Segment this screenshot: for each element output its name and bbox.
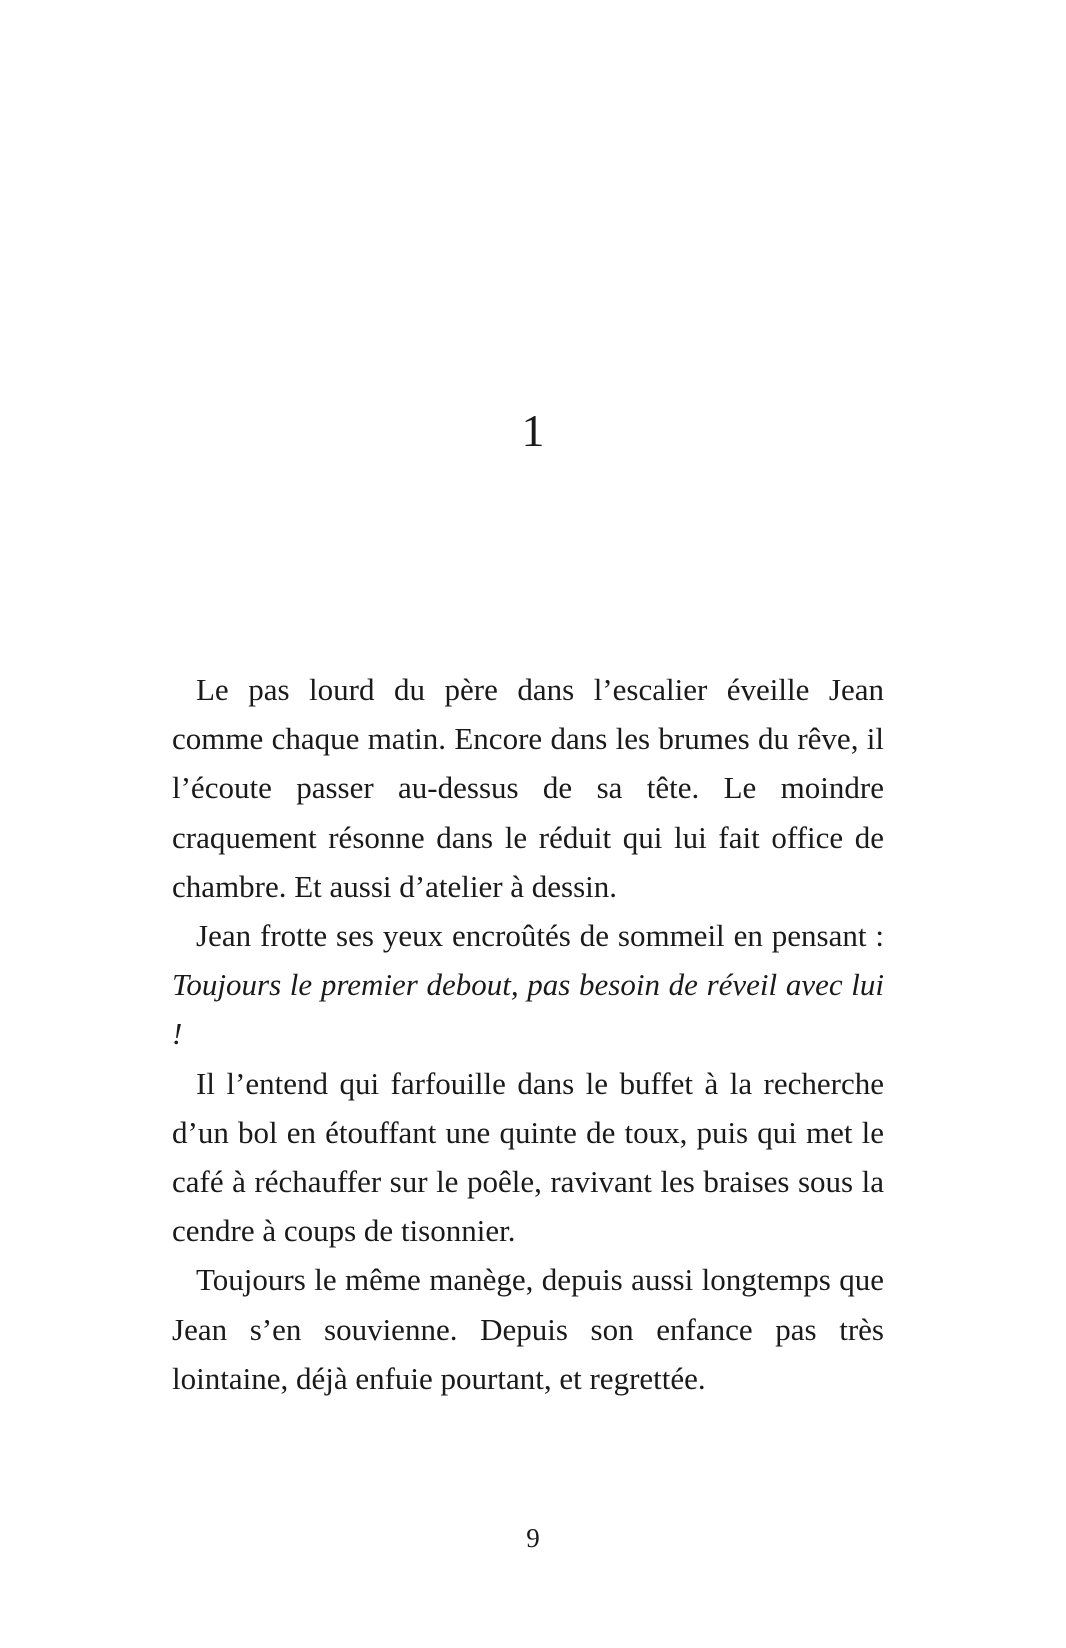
paragraph-2: [172, 911, 884, 1059]
page-number: 9: [526, 1523, 540, 1553]
paragraph-1: Le pas lourd du père dans l’escalier éveille Jean comme chaque matin. Encore dans les brumes du rêve, il l’écoute passer au-dessus de sa tête. Le moindre craquement résonne dans le réduit qui lui fait office de chambre. Et aussi d’atelier à dessin.: [172, 672, 884, 904]
paragraph-4: Toujours le même manège, depuis aussi longtemps que Jean s’en souvienne. Depuis son enfance pas très lointaine, déjà enfuie pourtant, et regrettée.: [172, 1262, 884, 1396]
chapter-body: [172, 665, 884, 1403]
chapter-number: 1: [521, 405, 545, 456]
paragraph-3: Il l’entend qui farfouille dans le buffet à la recherche d’un bol en étouffant une quinte de toux, puis qui met le café à réchauffer sur le poêle, ravivant les braises sous la cendre à coups de tisonnier.: [172, 1065, 884, 1249]
paragraph-2-lead: Jean frotte ses yeux encroûtés de sommeil en pensant :: [196, 918, 884, 954]
paragraph-2-italic-thought: Toujours le premier debout, pas besoin de réveil avec lui !: [172, 967, 884, 1052]
